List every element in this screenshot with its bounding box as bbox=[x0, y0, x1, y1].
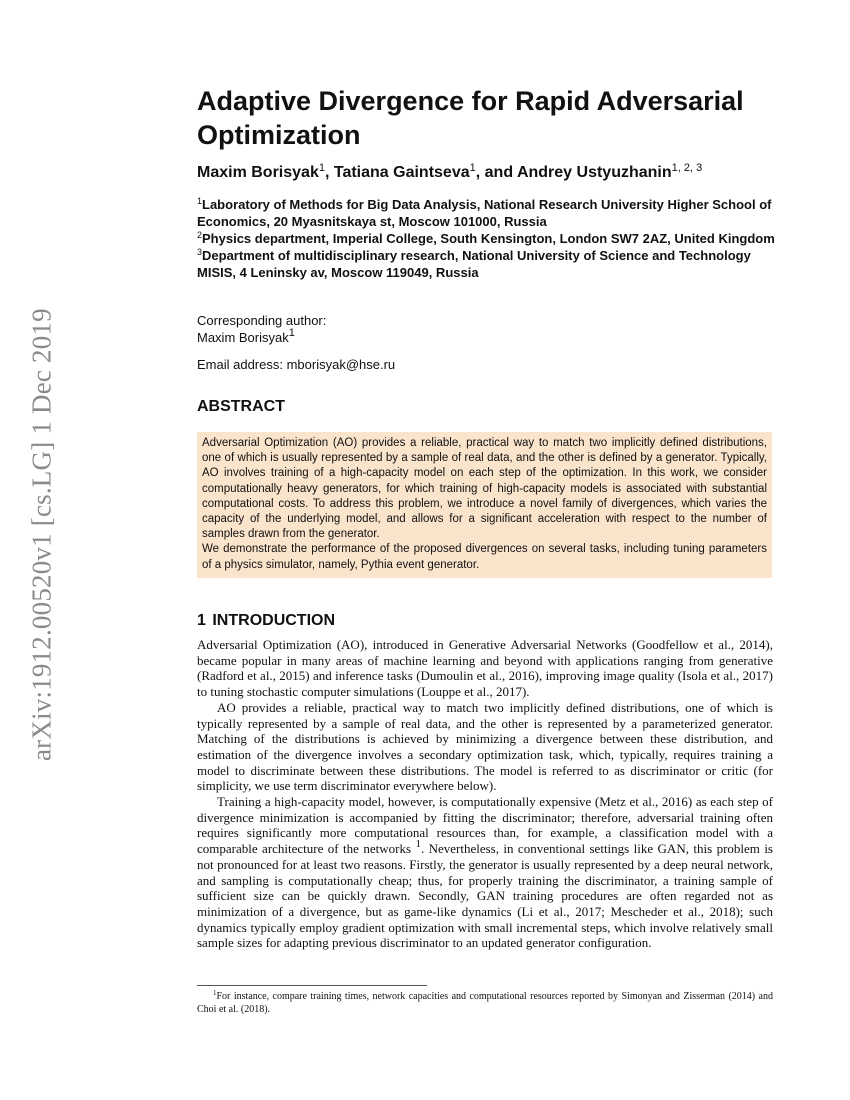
author-affiliation-mark: 1 bbox=[469, 162, 476, 174]
email-line bbox=[197, 356, 597, 373]
affiliation-mark: 1 bbox=[197, 196, 203, 206]
author-affiliation-mark: 1 bbox=[318, 162, 325, 174]
affiliation-mark: 2 bbox=[197, 230, 203, 240]
body-paragraph: Adversarial Optimization (AO), introduced in Generative Adversarial Networks (Goodfellow et al., 2014), became popular in many areas of machine learning and beyond with applications ranging from generative (Radford et al., 2015) and inference tasks (Dumoulin et al., 2016), improving image quality (Isola et al., 2017) to tuning stochastic computer simulations (Louppe et al., 2017). bbox=[197, 637, 773, 700]
affiliation-text: Laboratory of Methods for Big Data Analysis, National Research University Higher School of Economics, 20 Myasnitskaya st, Moscow 101000, Russia bbox=[197, 197, 772, 229]
abstract-paragraph: Adversarial Optimization (AO) provides a reliable, practical way to match two implicitly defined distributions, one of which is usually represented by a sample of real data, and the other is defined by a generator. Typically, AO involves training of a high-capacity model on each step of the optimization. In this work, we consider computationally heavy generators, for which training of high-capacity models is associated with substantial computational costs. To address this problem, we introduce a novel family of divergences, which varies the capacity of the underlying model, and allows for a significant acceleration with respect to the number of samples drawn from the generator. bbox=[202, 437, 767, 541]
author-separator: , and bbox=[475, 164, 517, 181]
corresponding-label: Corresponding author: bbox=[197, 313, 327, 328]
corresponding-name-line bbox=[197, 329, 597, 346]
body-paragraph: AO provides a reliable, practical way to match two implicitly defined distributions, one of which is typically represented by a sample of real data, and the other is represented by a parameterized generator. Matching of the distributions is achieved by minimizing a divergence between these distribution, and estimation of the divergence involves a secondary optimization task, which, typically, requires training a model to discriminate between these distributions. The model is referred to as discriminator or critic (for simplicity, we use term discriminator everywhere below). bbox=[197, 699, 773, 794]
corresponding-author bbox=[197, 312, 597, 346]
footnote-text bbox=[197, 990, 773, 1016]
affiliation-mark: 3 bbox=[197, 247, 203, 257]
corresponding-mark: 1 bbox=[288, 327, 295, 339]
author-affiliation-mark: 1, 2, 3 bbox=[671, 162, 703, 174]
author-name: Maxim Borisyak bbox=[197, 164, 319, 181]
email-label: Email address: bbox=[197, 357, 287, 372]
paragraph-text: Training a high-capacity model, however, is computationally expensive (Metz et al., 2016) as each step of divergence minimization is accompanied by fitting the discriminator; therefore, adversarial training often requires significantly more computational resources than, for example, a classification model with a comparable architecture of the networks bbox=[197, 794, 773, 857]
affiliation-text: Physics department, Imperial College, South Kensington, London SW7 2AZ, United Kingdom bbox=[202, 231, 775, 246]
author-name: Tatiana Gaintseva bbox=[333, 164, 470, 181]
paragraph-text: . Nevertheless, in conventional settings like GAN, this problem is not pronounced for at least two reasons. Firstly, the generator is usually represented by a deep neural network, and sampling is computationally cheap; thus, for properly training the discriminator, a training sample of sufficient size can be quickly drawn. Secondly, GAN training procedures are often regarded not as minimization of a divergence, but as game-like dynamics (Li et al., 2017; Mescheder et al., 2018); such dynamics typically employ gradient optimization with small incremental steps, which involve relatively small sample sizes for adapting previous discriminator to an updated generator configuration. bbox=[197, 841, 773, 951]
section-title: INTRODUCTION bbox=[212, 612, 336, 629]
footnote bbox=[197, 990, 773, 1016]
footnote-mark: 1 bbox=[213, 989, 217, 997]
affiliation-list bbox=[197, 196, 777, 281]
email-address[interactable]: mborisyak@hse.ru bbox=[286, 357, 396, 372]
section-heading-introduction bbox=[197, 612, 335, 630]
arxiv-side-stamp: arXiv:1912.00520v1 [cs.LG] 1 Dec 2019 bbox=[26, 308, 57, 762]
paper-title: Adaptive Divergence for Rapid Adversarial Optimization bbox=[197, 86, 744, 150]
abstract-heading: ABSTRACT bbox=[197, 398, 285, 415]
affiliation-item bbox=[197, 230, 777, 247]
author-list bbox=[197, 162, 797, 184]
author-name: Andrey Ustyuzhanin bbox=[516, 164, 672, 181]
affiliation-item bbox=[197, 196, 777, 230]
body-paragraph bbox=[197, 794, 773, 951]
introduction-body bbox=[197, 637, 773, 951]
affiliation-item bbox=[197, 247, 777, 281]
corresponding-name: Maxim Borisyak bbox=[197, 330, 289, 345]
abstract-paragraph: We demonstrate the performance of the proposed divergences on several tasks, including tuning parameters of a physics simulator, namely, Pythia event generator. bbox=[202, 543, 767, 571]
section-number: 1 bbox=[197, 612, 206, 629]
footnote-reference[interactable]: 1 bbox=[415, 838, 421, 851]
footnote-divider bbox=[197, 985, 427, 986]
author-separator: , bbox=[324, 164, 334, 181]
footnote-body: For instance, compare training times, network capacities and computational resources reported by Simonyan and Zisserman (2014) and Choi et al. (2018). bbox=[197, 991, 773, 1015]
affiliation-text: Department of multidisciplinary research, National University of Science and Technology MISIS, 4 Leninsky av, Moscow 119049, Russia bbox=[197, 248, 751, 280]
abstract-box bbox=[197, 432, 772, 578]
